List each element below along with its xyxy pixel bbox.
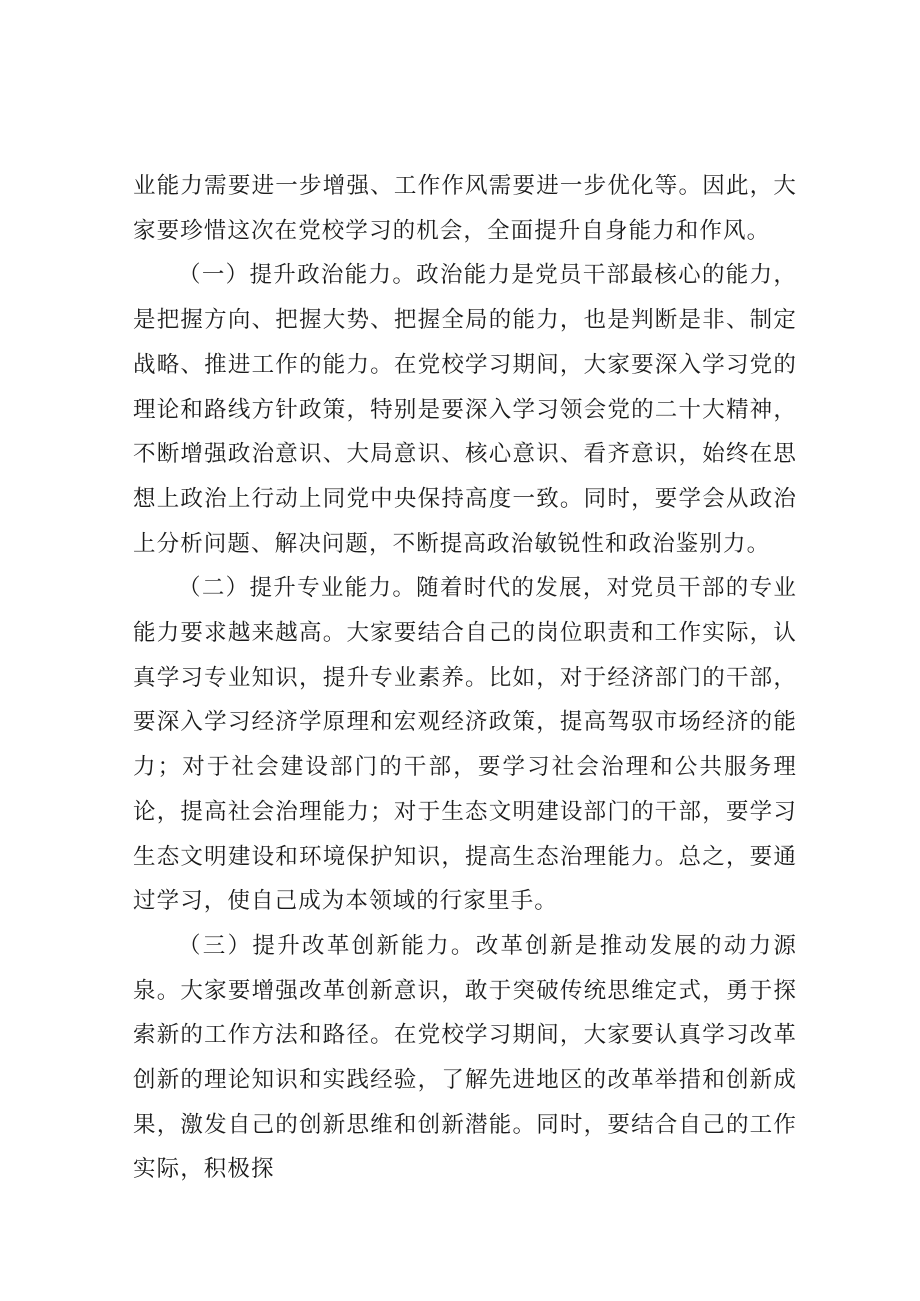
document-body xyxy=(133,164,797,1192)
paragraph-political-ability: （一）提升政治能力。政治能力是党员干部最核心的能力，是把握方向、把握大势、把握全局的能力，也是判断是非、制定战略、推进工作的能力。在党校学习期间，大家要深入学习党的理论和路线方针政策，特别是要深入学习领会党的二十大精神，不断增强政治意识、大局意识、核心意识、看齐意识，始终在思想上政治上行动上同党中央保持高度一致。同时，要学会从政治上分析问题、解决问题，不断提高政治敏锐性和政治鉴别力。 xyxy=(133,262,797,557)
paragraph-professional-ability: （二）提升专业能力。随着时代的发展，对党员干部的专业能力要求越来越高。大家要结合自己的岗位职责和工作实际，认真学习专业知识，提升专业素养。比如，对于经济部门的干部，要深入学习经济学原理和宏观经济政策，提高驾驭市场经济的能力；对于社会建设部门的干部，要学习社会治理和公共服务理论，提高社会治理能力；对于生态文明建设部门的干部，要学习生态文明建设和环境保护知识，提高生态治理能力。总之，要通过学习，使自己成为本领域的行家里手。 xyxy=(133,575,797,915)
paragraph-reform-innovation-ability: （三）提升改革创新能力。改革创新是推动发展的动力源泉。大家要增强改革创新意识，敢于突破传统思维定式，勇于探索新的工作方法和路径。在党校学习期间，大家要认真学习改革创新的理论知识和实践经验，了解先进地区的改革举措和创新成果，激发自己的创新思维和创新潜能。同时，要结合自己的工作实际，积极探 xyxy=(133,932,797,1183)
paragraph-continuation: 业能力需要进一步增强、工作作风需要进一步优化等。因此，大家要珍惜这次在党校学习的机会，全面提升自身能力和作风。 xyxy=(133,173,797,244)
